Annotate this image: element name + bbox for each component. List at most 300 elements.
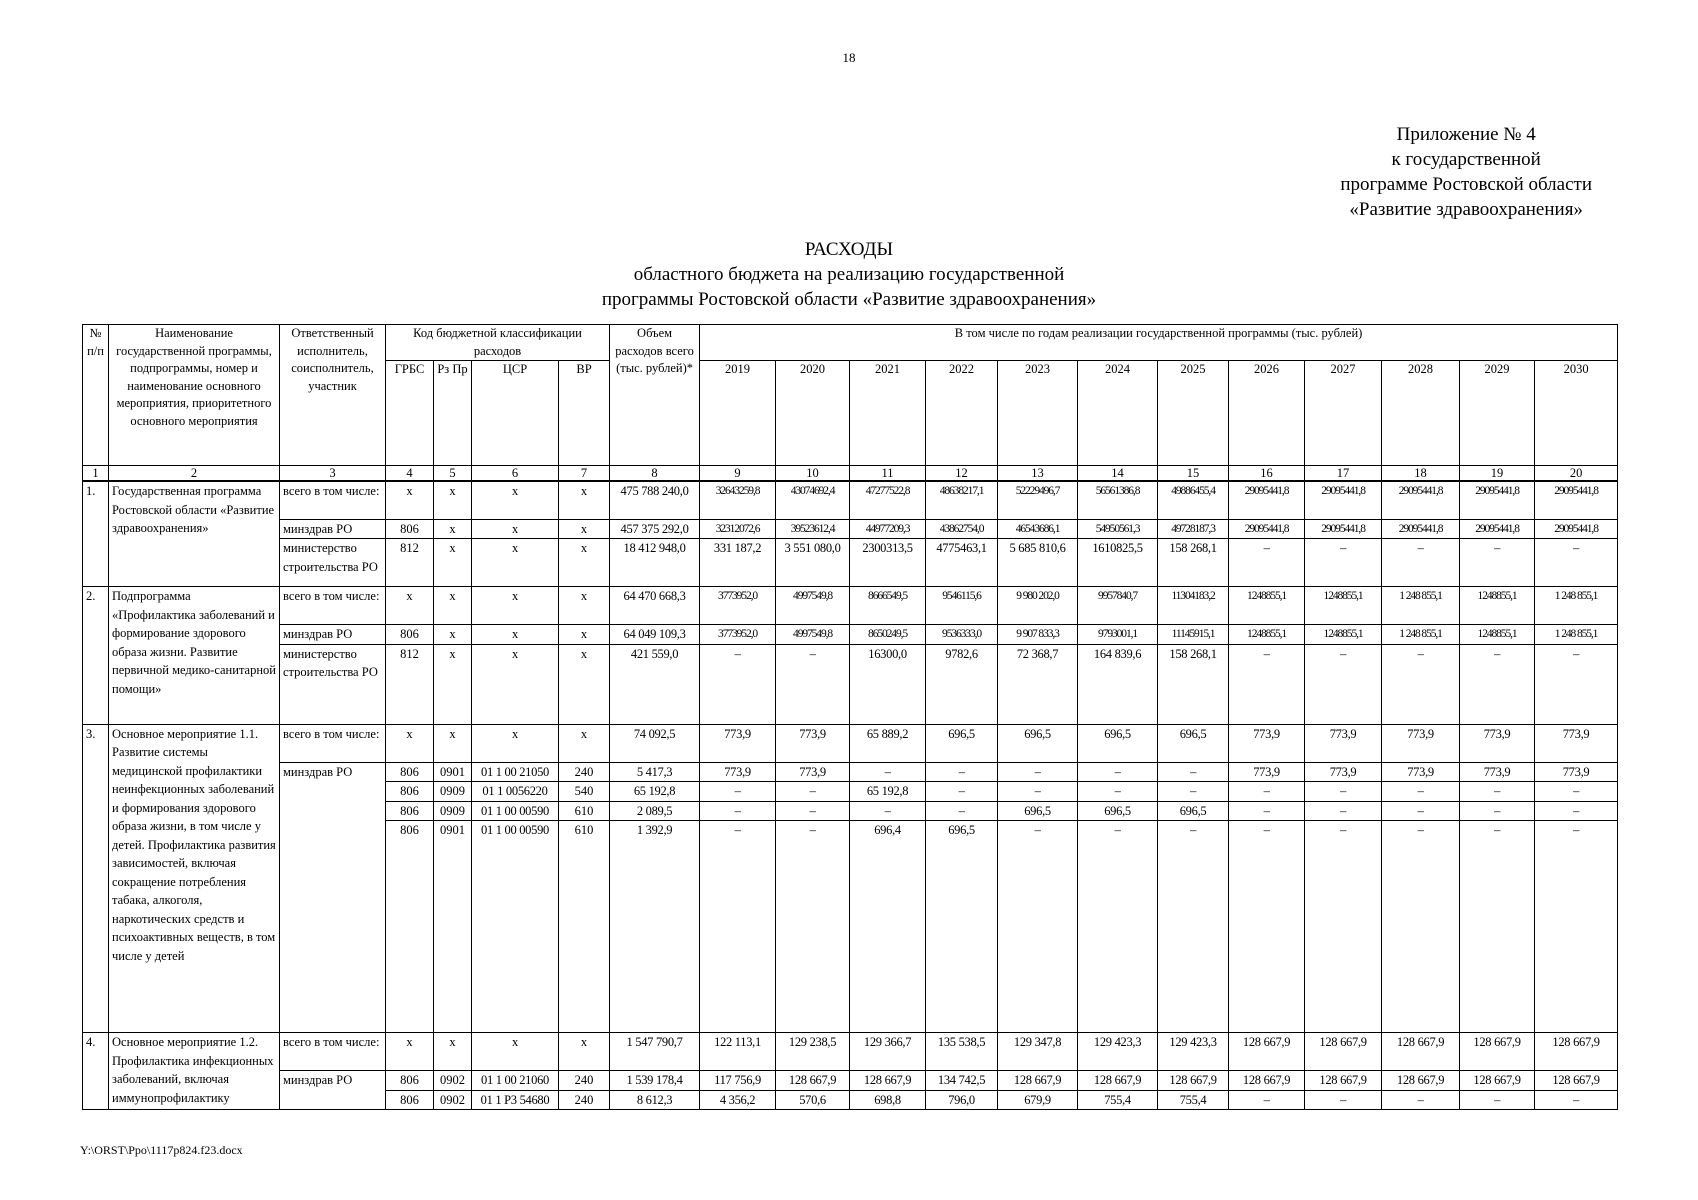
year-value-cell: 128 667,9 [1535, 1071, 1618, 1091]
grbs-cell: 806 [386, 821, 434, 1033]
year-value-cell: 1 248 855,1 [1535, 587, 1618, 625]
appendix-line: Приложение № 4 [1396, 124, 1536, 145]
year-value-cell: 1248855,1 [1460, 625, 1535, 645]
year-value-cell: 39523612,4 [776, 519, 850, 539]
csr-cell: 01 1 P3 54680 [472, 1090, 559, 1110]
total-cell: 74 092,5 [610, 724, 700, 762]
year-value-cell: – [1460, 821, 1535, 1033]
header-name: Наименование государственной программы, подпрограммы, номер и наименование основного мероприятия, приоритетного основного мероприятия [109, 325, 280, 466]
year-value-cell: – [1305, 539, 1382, 587]
column-number: 11 [850, 466, 926, 482]
vr-cell: x [559, 724, 610, 762]
year-value-cell: 773,9 [1535, 724, 1618, 762]
year-value-cell: – [1460, 644, 1535, 724]
year-value-cell: 4775463,1 [926, 539, 998, 587]
year-value-cell: – [1382, 539, 1460, 587]
column-number: 4 [386, 466, 434, 482]
year-value-cell: 9 980 202,0 [998, 587, 1078, 625]
year-value-cell: 11304183,2 [1158, 587, 1229, 625]
year-value-cell: – [1382, 1090, 1460, 1110]
year-value-cell: – [776, 801, 850, 821]
year-value-cell: – [1229, 644, 1305, 724]
year-value-cell: – [700, 801, 776, 821]
grbs-cell: x [386, 587, 434, 625]
year-value-cell: 755,4 [1158, 1090, 1229, 1110]
csr-cell: 01 1 0056220 [472, 782, 559, 802]
file-path: Y:\ORST\Ppo\1117p824.f23.docx [80, 1143, 243, 1157]
year-value-cell: – [1229, 539, 1305, 587]
total-cell: 457 375 292,0 [610, 519, 700, 539]
year-value-cell: – [1460, 782, 1535, 802]
year-value-cell: – [1078, 821, 1158, 1033]
year-value-cell: 773,9 [1305, 762, 1382, 782]
year-value-cell: – [1305, 644, 1382, 724]
year-value-cell: 49886455,4 [1158, 481, 1229, 519]
year-value-cell: 696,5 [998, 724, 1078, 762]
year-value-cell: 1248855,1 [1229, 625, 1305, 645]
column-number: 19 [1460, 466, 1535, 482]
year-value-cell: 128 667,9 [850, 1071, 926, 1091]
year-value-cell: – [1460, 1090, 1535, 1110]
year-value-cell: 9782,6 [926, 644, 998, 724]
executor-cell [280, 1090, 386, 1110]
year-value-cell: 129 238,5 [776, 1033, 850, 1071]
column-number: 14 [1078, 466, 1158, 482]
grbs-cell: x [386, 481, 434, 519]
csr-cell: x [472, 587, 559, 625]
total-cell: 1 539 178,4 [610, 1071, 700, 1091]
year-value-cell: 117 756,9 [700, 1071, 776, 1091]
rzpr-cell: 0902 [434, 1071, 472, 1091]
year-value-cell: 773,9 [700, 762, 776, 782]
year-value-cell: 65 192,8 [850, 782, 926, 802]
table-row [83, 801, 1618, 821]
year-value-cell: – [1158, 821, 1229, 1033]
year-value-cell: 128 667,9 [1460, 1071, 1535, 1091]
year-value-cell: 43862754,0 [926, 519, 998, 539]
year-value-cell: 2300313,5 [850, 539, 926, 587]
column-number: 18 [1382, 466, 1460, 482]
header-year: 2023 [998, 361, 1078, 466]
year-value-cell: – [1460, 801, 1535, 821]
year-value-cell: 570,6 [776, 1090, 850, 1110]
row-number: 3. [83, 724, 109, 1033]
year-value-cell: 29095441,8 [1460, 481, 1535, 519]
year-value-cell: 158 268,1 [1158, 644, 1229, 724]
vr-cell: 240 [559, 762, 610, 782]
year-value-cell: 128 667,9 [1535, 1033, 1618, 1071]
year-value-cell: – [700, 782, 776, 802]
budget-table [82, 324, 1618, 1110]
year-value-cell: 56561386,8 [1078, 481, 1158, 519]
year-value-cell: 696,4 [850, 821, 926, 1033]
column-number: 5 [434, 466, 472, 482]
year-value-cell: 52229496,7 [998, 481, 1078, 519]
rzpr-cell: x [434, 519, 472, 539]
year-value-cell: 122 113,1 [700, 1033, 776, 1071]
year-value-cell: 47277522,8 [850, 481, 926, 519]
total-cell: 8 612,3 [610, 1090, 700, 1110]
grbs-cell: 806 [386, 519, 434, 539]
vr-cell: x [559, 481, 610, 519]
total-cell: 65 192,8 [610, 782, 700, 802]
column-number: 1 [83, 466, 109, 482]
executor-cell: всего в том числе: [280, 587, 386, 625]
year-value-cell: – [1078, 782, 1158, 802]
year-value-cell: 29095441,8 [1229, 519, 1305, 539]
row-number: 2. [83, 587, 109, 725]
year-value-cell: 773,9 [776, 762, 850, 782]
header-year: 2024 [1078, 361, 1158, 466]
year-value-cell: 29095441,8 [1382, 519, 1460, 539]
appendix-line: программе Ростовской области [1340, 174, 1592, 195]
rzpr-cell: 0902 [434, 1090, 472, 1110]
year-value-cell: 43074692,4 [776, 481, 850, 519]
table-row [83, 1090, 1618, 1110]
header-vr: ВР [559, 361, 610, 466]
year-value-cell: 128 667,9 [1305, 1071, 1382, 1091]
year-value-cell: 129 366,7 [850, 1033, 926, 1071]
title-line: областного бюджета на реализацию государственной [633, 264, 1065, 285]
year-value-cell: 158 268,1 [1158, 539, 1229, 587]
rzpr-cell: x [434, 644, 472, 724]
appendix-line: «Развитие здравоохранения» [1349, 199, 1583, 220]
csr-cell: 01 1 00 00590 [472, 821, 559, 1033]
year-value-cell: – [1229, 782, 1305, 802]
grbs-cell: 806 [386, 1090, 434, 1110]
csr-cell: x [472, 724, 559, 762]
csr-cell: x [472, 519, 559, 539]
year-value-cell: 72 368,7 [998, 644, 1078, 724]
year-value-cell: 1 248 855,1 [1535, 625, 1618, 645]
year-value-cell: 773,9 [1229, 724, 1305, 762]
year-value-cell: – [926, 762, 998, 782]
header-year: 2028 [1382, 361, 1460, 466]
column-number: 8 [610, 466, 700, 482]
year-value-cell: 128 667,9 [1382, 1071, 1460, 1091]
rzpr-cell: x [434, 625, 472, 645]
total-cell: 421 559,0 [610, 644, 700, 724]
header-executor: Ответственный исполнитель, соисполнитель, участник [280, 325, 386, 466]
header-total: Объем расходов всего (тыс. рублей)* [610, 325, 700, 466]
year-value-cell: 9546115,6 [926, 587, 998, 625]
year-value-cell: 8650249,5 [850, 625, 926, 645]
year-value-cell: 3773952,0 [700, 587, 776, 625]
grbs-cell: x [386, 1033, 434, 1071]
appendix-line: к государственной [1391, 149, 1541, 170]
year-value-cell: 1248855,1 [1305, 625, 1382, 645]
year-value-cell: 128 667,9 [1078, 1071, 1158, 1091]
year-value-cell: 1248855,1 [1305, 587, 1382, 625]
total-cell: 5 417,3 [610, 762, 700, 782]
executor-cell [280, 782, 386, 802]
program-name: Основное мероприятие 1.2. Профилактика инфекционных заболеваний, включая иммунопрофилактику [109, 1033, 280, 1110]
rzpr-cell: x [434, 539, 472, 587]
year-value-cell: 128 667,9 [1460, 1033, 1535, 1071]
column-number: 10 [776, 466, 850, 482]
total-cell: 475 788 240,0 [610, 481, 700, 519]
year-value-cell: 16300,0 [850, 644, 926, 724]
year-value-cell: 128 667,9 [1229, 1033, 1305, 1071]
column-number: 6 [472, 466, 559, 482]
year-value-cell: 128 667,9 [776, 1071, 850, 1091]
year-value-cell: 29095441,8 [1382, 481, 1460, 519]
year-value-cell: 1 248 855,1 [1382, 625, 1460, 645]
header-year: 2027 [1305, 361, 1382, 466]
year-value-cell: – [1305, 1090, 1382, 1110]
year-value-cell: 773,9 [1382, 724, 1460, 762]
rzpr-cell: x [434, 1033, 472, 1071]
year-value-cell: – [926, 801, 998, 821]
year-value-cell: 696,5 [998, 801, 1078, 821]
year-value-cell: 1248855,1 [1460, 587, 1535, 625]
year-value-cell: 9793001,1 [1078, 625, 1158, 645]
header-csr: ЦСР [472, 361, 559, 466]
year-value-cell: – [1305, 801, 1382, 821]
year-value-cell: 696,5 [926, 821, 998, 1033]
year-value-cell: 773,9 [1535, 762, 1618, 782]
year-value-cell: 773,9 [700, 724, 776, 762]
year-value-cell: 773,9 [1305, 724, 1382, 762]
table-row [83, 1033, 1618, 1071]
header-year: 2021 [850, 361, 926, 466]
header-year: 2019 [700, 361, 776, 466]
year-value-cell: – [998, 782, 1078, 802]
year-value-cell: 48638217,1 [926, 481, 998, 519]
year-value-cell: 29095441,8 [1460, 519, 1535, 539]
vr-cell: x [559, 625, 610, 645]
year-value-cell: 9536333,0 [926, 625, 998, 645]
column-number: 13 [998, 466, 1078, 482]
csr-cell: 01 1 00 21050 [472, 762, 559, 782]
executor-cell [280, 801, 386, 821]
year-value-cell: 29095441,8 [1305, 519, 1382, 539]
vr-cell: x [559, 1033, 610, 1071]
year-value-cell: 679,9 [998, 1090, 1078, 1110]
year-value-cell: 3 551 080,0 [776, 539, 850, 587]
column-number: 2 [109, 466, 280, 482]
year-value-cell: 755,4 [1078, 1090, 1158, 1110]
year-value-cell: 696,5 [1158, 724, 1229, 762]
page-number: 18 [842, 50, 856, 65]
column-number: 20 [1535, 466, 1618, 482]
column-number: 16 [1229, 466, 1305, 482]
year-value-cell: 129 423,3 [1078, 1033, 1158, 1071]
table-row [83, 587, 1618, 625]
row-number: 1. [83, 481, 109, 587]
program-name: Основное мероприятие 1.1. Развитие системы медицинской профилактики неинфекционных заболеваний и формирования здорового образа жизни, в том числе у детей. Профилактика развития зависимостей, включая сокращение потребления табака, алкоголя, наркотических средств и психоактивных веществ, в том числе у детей [109, 724, 280, 1033]
year-value-cell: – [998, 762, 1078, 782]
executor-cell [280, 821, 386, 1033]
header-budget-code: Код бюджетной классификации расходов [386, 325, 610, 361]
year-value-cell: 9957840,7 [1078, 587, 1158, 625]
year-value-cell: – [776, 821, 850, 1033]
row-number: 4. [83, 1033, 109, 1110]
executor-cell: министерство строительства РО [280, 539, 386, 587]
csr-cell: x [472, 625, 559, 645]
year-value-cell: – [1158, 762, 1229, 782]
vr-cell: 540 [559, 782, 610, 802]
total-cell: 1 547 790,7 [610, 1033, 700, 1071]
total-cell: 64 470 668,3 [610, 587, 700, 625]
year-value-cell: – [1382, 644, 1460, 724]
grbs-cell: 806 [386, 1071, 434, 1091]
year-value-cell: – [1460, 539, 1535, 587]
year-value-cell: – [850, 801, 926, 821]
column-number: 9 [700, 466, 776, 482]
grbs-cell: 812 [386, 644, 434, 724]
year-value-cell: 128 667,9 [1305, 1033, 1382, 1071]
year-value-cell: 29095441,8 [1305, 481, 1382, 519]
table-row [83, 782, 1618, 802]
total-cell: 18 412 948,0 [610, 539, 700, 587]
year-value-cell: 1610825,5 [1078, 539, 1158, 587]
year-value-cell: – [1535, 644, 1618, 724]
rzpr-cell: 0909 [434, 801, 472, 821]
year-value-cell: – [776, 782, 850, 802]
year-value-cell: – [1535, 1090, 1618, 1110]
year-value-cell: 1248855,1 [1229, 587, 1305, 625]
rzpr-cell: x [434, 724, 472, 762]
csr-cell: x [472, 644, 559, 724]
column-number: 3 [280, 466, 386, 482]
table-row [83, 539, 1618, 587]
year-value-cell: 32312072,6 [700, 519, 776, 539]
year-value-cell: 128 667,9 [1229, 1071, 1305, 1091]
year-value-cell: – [776, 644, 850, 724]
year-value-cell: 4 356,2 [700, 1090, 776, 1110]
csr-cell: 01 1 00 00590 [472, 801, 559, 821]
vr-cell: x [559, 539, 610, 587]
year-value-cell: – [1382, 801, 1460, 821]
csr-cell: x [472, 481, 559, 519]
year-value-cell: 331 187,2 [700, 539, 776, 587]
executor-cell: минздрав РО [280, 625, 386, 645]
year-value-cell: 49728187,3 [1158, 519, 1229, 539]
csr-cell: x [472, 539, 559, 587]
header-rzpr: Рз Пр [434, 361, 472, 466]
appendix-header [1340, 122, 1592, 222]
table-row [83, 625, 1618, 645]
executor-cell: всего в том числе: [280, 724, 386, 762]
header-by-years: В том числе по годам реализации государственной программы (тыс. рублей) [700, 325, 1618, 361]
vr-cell: x [559, 519, 610, 539]
year-value-cell: 46543686,1 [998, 519, 1078, 539]
year-value-cell: 128 667,9 [1158, 1071, 1229, 1091]
header-year: 2026 [1229, 361, 1305, 466]
year-value-cell: 135 538,5 [926, 1033, 998, 1071]
csr-cell: x [472, 1033, 559, 1071]
table-row [83, 1071, 1618, 1091]
year-value-cell: – [1078, 762, 1158, 782]
year-value-cell: – [1305, 821, 1382, 1033]
year-value-cell: 773,9 [1382, 762, 1460, 782]
year-value-cell: 129 423,3 [1158, 1033, 1229, 1071]
year-value-cell: 54950561,3 [1078, 519, 1158, 539]
header-no: № п/п [83, 325, 109, 466]
rzpr-cell: x [434, 587, 472, 625]
grbs-cell: 812 [386, 539, 434, 587]
year-value-cell: – [1158, 782, 1229, 802]
year-value-cell: 5 685 810,6 [998, 539, 1078, 587]
title-line: РАСХОДЫ [804, 239, 894, 260]
vr-cell: 240 [559, 1071, 610, 1091]
grbs-cell: 806 [386, 782, 434, 802]
rzpr-cell: 0901 [434, 821, 472, 1033]
grbs-cell: 806 [386, 762, 434, 782]
column-number: 7 [559, 466, 610, 482]
executor-cell: всего в том числе: [280, 1033, 386, 1071]
document-title [0, 237, 1698, 312]
year-value-cell: – [1382, 782, 1460, 802]
total-cell: 64 049 109,3 [610, 625, 700, 645]
table-row [83, 724, 1618, 762]
table-row [83, 481, 1618, 519]
grbs-cell: 806 [386, 625, 434, 645]
executor-cell: минздрав РО [280, 762, 386, 782]
year-value-cell: 29095441,8 [1535, 481, 1618, 519]
year-value-cell: 29095441,8 [1229, 481, 1305, 519]
year-value-cell: – [1229, 801, 1305, 821]
year-value-cell: 3773952,0 [700, 625, 776, 645]
year-value-cell: 11145915,1 [1158, 625, 1229, 645]
year-value-cell: 696,5 [926, 724, 998, 762]
program-name: Государственная программа Ростовской области «Развитие здравоохранения» [109, 481, 280, 587]
vr-cell: x [559, 644, 610, 724]
year-value-cell: 164 839,6 [1078, 644, 1158, 724]
year-value-cell: – [1535, 821, 1618, 1033]
executor-cell: минздрав РО [280, 1071, 386, 1091]
table-row [83, 821, 1618, 1033]
year-value-cell: – [1305, 782, 1382, 802]
table-row [83, 644, 1618, 724]
header-year: 2020 [776, 361, 850, 466]
year-value-cell: 773,9 [1229, 762, 1305, 782]
year-value-cell: 696,5 [1078, 801, 1158, 821]
year-value-cell: 128 667,9 [998, 1071, 1078, 1091]
year-value-cell: 4997549,8 [776, 587, 850, 625]
year-value-cell: – [850, 762, 926, 782]
table-row [83, 519, 1618, 539]
header-grbs: ГРБС [386, 361, 434, 466]
year-value-cell: 9 907 833,3 [998, 625, 1078, 645]
vr-cell: x [559, 587, 610, 625]
year-value-cell: – [1535, 801, 1618, 821]
year-value-cell: – [1535, 782, 1618, 802]
year-value-cell: 4997549,8 [776, 625, 850, 645]
total-cell: 1 392,9 [610, 821, 700, 1033]
year-value-cell: 773,9 [1460, 762, 1535, 782]
executor-cell: министерство строительства РО [280, 644, 386, 724]
title-line: программы Ростовской области «Развитие здравоохранения» [601, 289, 1097, 310]
year-value-cell: 65 889,2 [850, 724, 926, 762]
year-value-cell: 773,9 [1460, 724, 1535, 762]
year-value-cell: 796,0 [926, 1090, 998, 1110]
table-row [83, 762, 1618, 782]
year-value-cell: – [926, 782, 998, 802]
column-number: 17 [1305, 466, 1382, 482]
year-value-cell: 696,5 [1078, 724, 1158, 762]
year-value-cell: 29095441,8 [1535, 519, 1618, 539]
rzpr-cell: x [434, 481, 472, 519]
column-number: 12 [926, 466, 998, 482]
year-value-cell: 44977209,3 [850, 519, 926, 539]
executor-cell: всего в том числе: [280, 481, 386, 519]
year-value-cell: 134 742,5 [926, 1071, 998, 1091]
year-value-cell: 773,9 [776, 724, 850, 762]
year-value-cell: 129 347,8 [998, 1033, 1078, 1071]
rzpr-cell: 0901 [434, 762, 472, 782]
